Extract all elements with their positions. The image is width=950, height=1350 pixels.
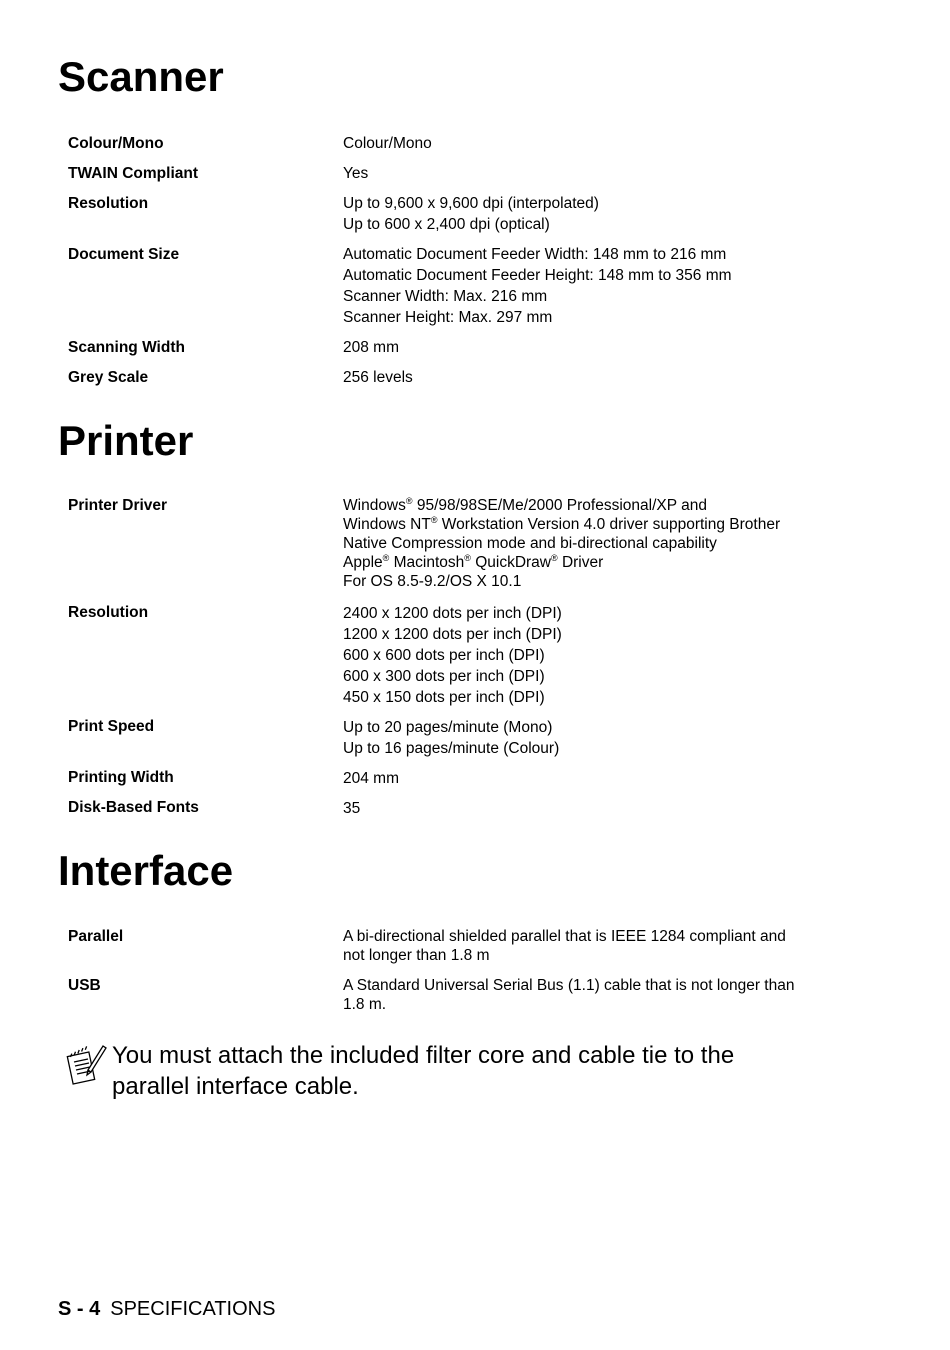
spec-row — [68, 603, 828, 708]
spec-value: A Standard Universal Serial Bus (1.1) cable that is not longer than 1.8 m. — [343, 977, 795, 1013]
spec-label: Disk-Based Fonts — [68, 799, 199, 816]
spec-value: Up to 20 pages/minute (Mono) Up to 16 pages/minute (Colour) — [343, 719, 560, 757]
spec-label: Colour/Mono — [68, 135, 164, 152]
scanner-heading: Scanner — [58, 53, 224, 100]
note-box — [66, 1040, 826, 1102]
spec-value: Yes — [343, 165, 369, 182]
spec-row — [68, 927, 828, 965]
spec-value: A bi-directional shielded parallel that is IEEE 1284 compliant and not longer than 1.8 m — [343, 928, 786, 964]
spec-row — [68, 367, 828, 388]
page-footer — [58, 1298, 275, 1321]
spec-value: 2400 x 1200 dots per inch (DPI) 1200 x 1200 dots per inch (DPI) 600 x 600 dots per inch (DPI) 600 x 300 dots per inch (DPI) 450 x 150 dots per inch (DPI) — [343, 605, 562, 706]
footer-section-title: SPECIFICATIONS — [110, 1298, 276, 1320]
spec-row — [68, 717, 828, 759]
interface-spec-table — [68, 927, 828, 1014]
spec-row — [68, 798, 828, 819]
spec-label: Print Speed — [68, 718, 155, 735]
spec-row — [68, 193, 828, 235]
printer-heading: Printer — [58, 417, 194, 464]
spec-label: Grey Scale — [68, 369, 149, 386]
spec-value: Colour/Mono — [343, 135, 432, 152]
spec-label: Printer Driver — [68, 497, 168, 514]
note-text: You must attach the included filter core and cable tie to the parallel interface cable. — [112, 1042, 735, 1100]
spec-label: Scanning Width — [68, 339, 185, 356]
spec-value: 208 mm — [343, 339, 399, 356]
scanner-spec-table — [68, 133, 828, 388]
spec-row — [68, 496, 828, 591]
spec-label: Document Size — [68, 246, 180, 263]
printer-spec-table — [68, 496, 828, 819]
spec-label: USB — [68, 977, 101, 994]
page-number: S - 4 — [58, 1298, 101, 1320]
spec-value: 204 mm — [343, 770, 399, 787]
spec-row — [68, 163, 828, 184]
spec-label: Printing Width — [68, 769, 174, 786]
interface-heading: Interface — [58, 847, 234, 894]
spec-value: Automatic Document Feeder Width: 148 mm to 216 mm Automatic Document Feeder Height: 148 mm to 356 mm Scanner Width: Max. 216 mm Scanner Height: Max. 297 mm — [343, 246, 732, 326]
spec-value: 35 — [343, 800, 361, 817]
notepad-pencil-icon — [66, 1040, 108, 1090]
spec-label: Parallel — [68, 928, 124, 945]
spec-row — [68, 976, 828, 1014]
spec-row — [68, 768, 828, 789]
spec-value: Up to 9,600 x 9,600 dpi (interpolated) Up to 600 x 2,400 dpi (optical) — [343, 195, 599, 233]
spec-label: Resolution — [68, 195, 149, 212]
spec-value: 256 levels — [343, 369, 413, 386]
spec-row — [68, 337, 828, 358]
spec-label: TWAIN Compliant — [68, 165, 199, 182]
spec-value: Windows® 95/98/98SE/Me/2000 Professional/XP and Windows NT® Workstation Version 4.0 driver supporting Brother Native Compression mode and bi-directional capability Apple® Macintosh® QuickDraw® Driver For OS 8.5-9.2/OS X 10.1 — [343, 496, 781, 590]
spec-label: Resolution — [68, 604, 149, 621]
spec-row — [68, 244, 828, 328]
spec-row — [68, 133, 828, 154]
